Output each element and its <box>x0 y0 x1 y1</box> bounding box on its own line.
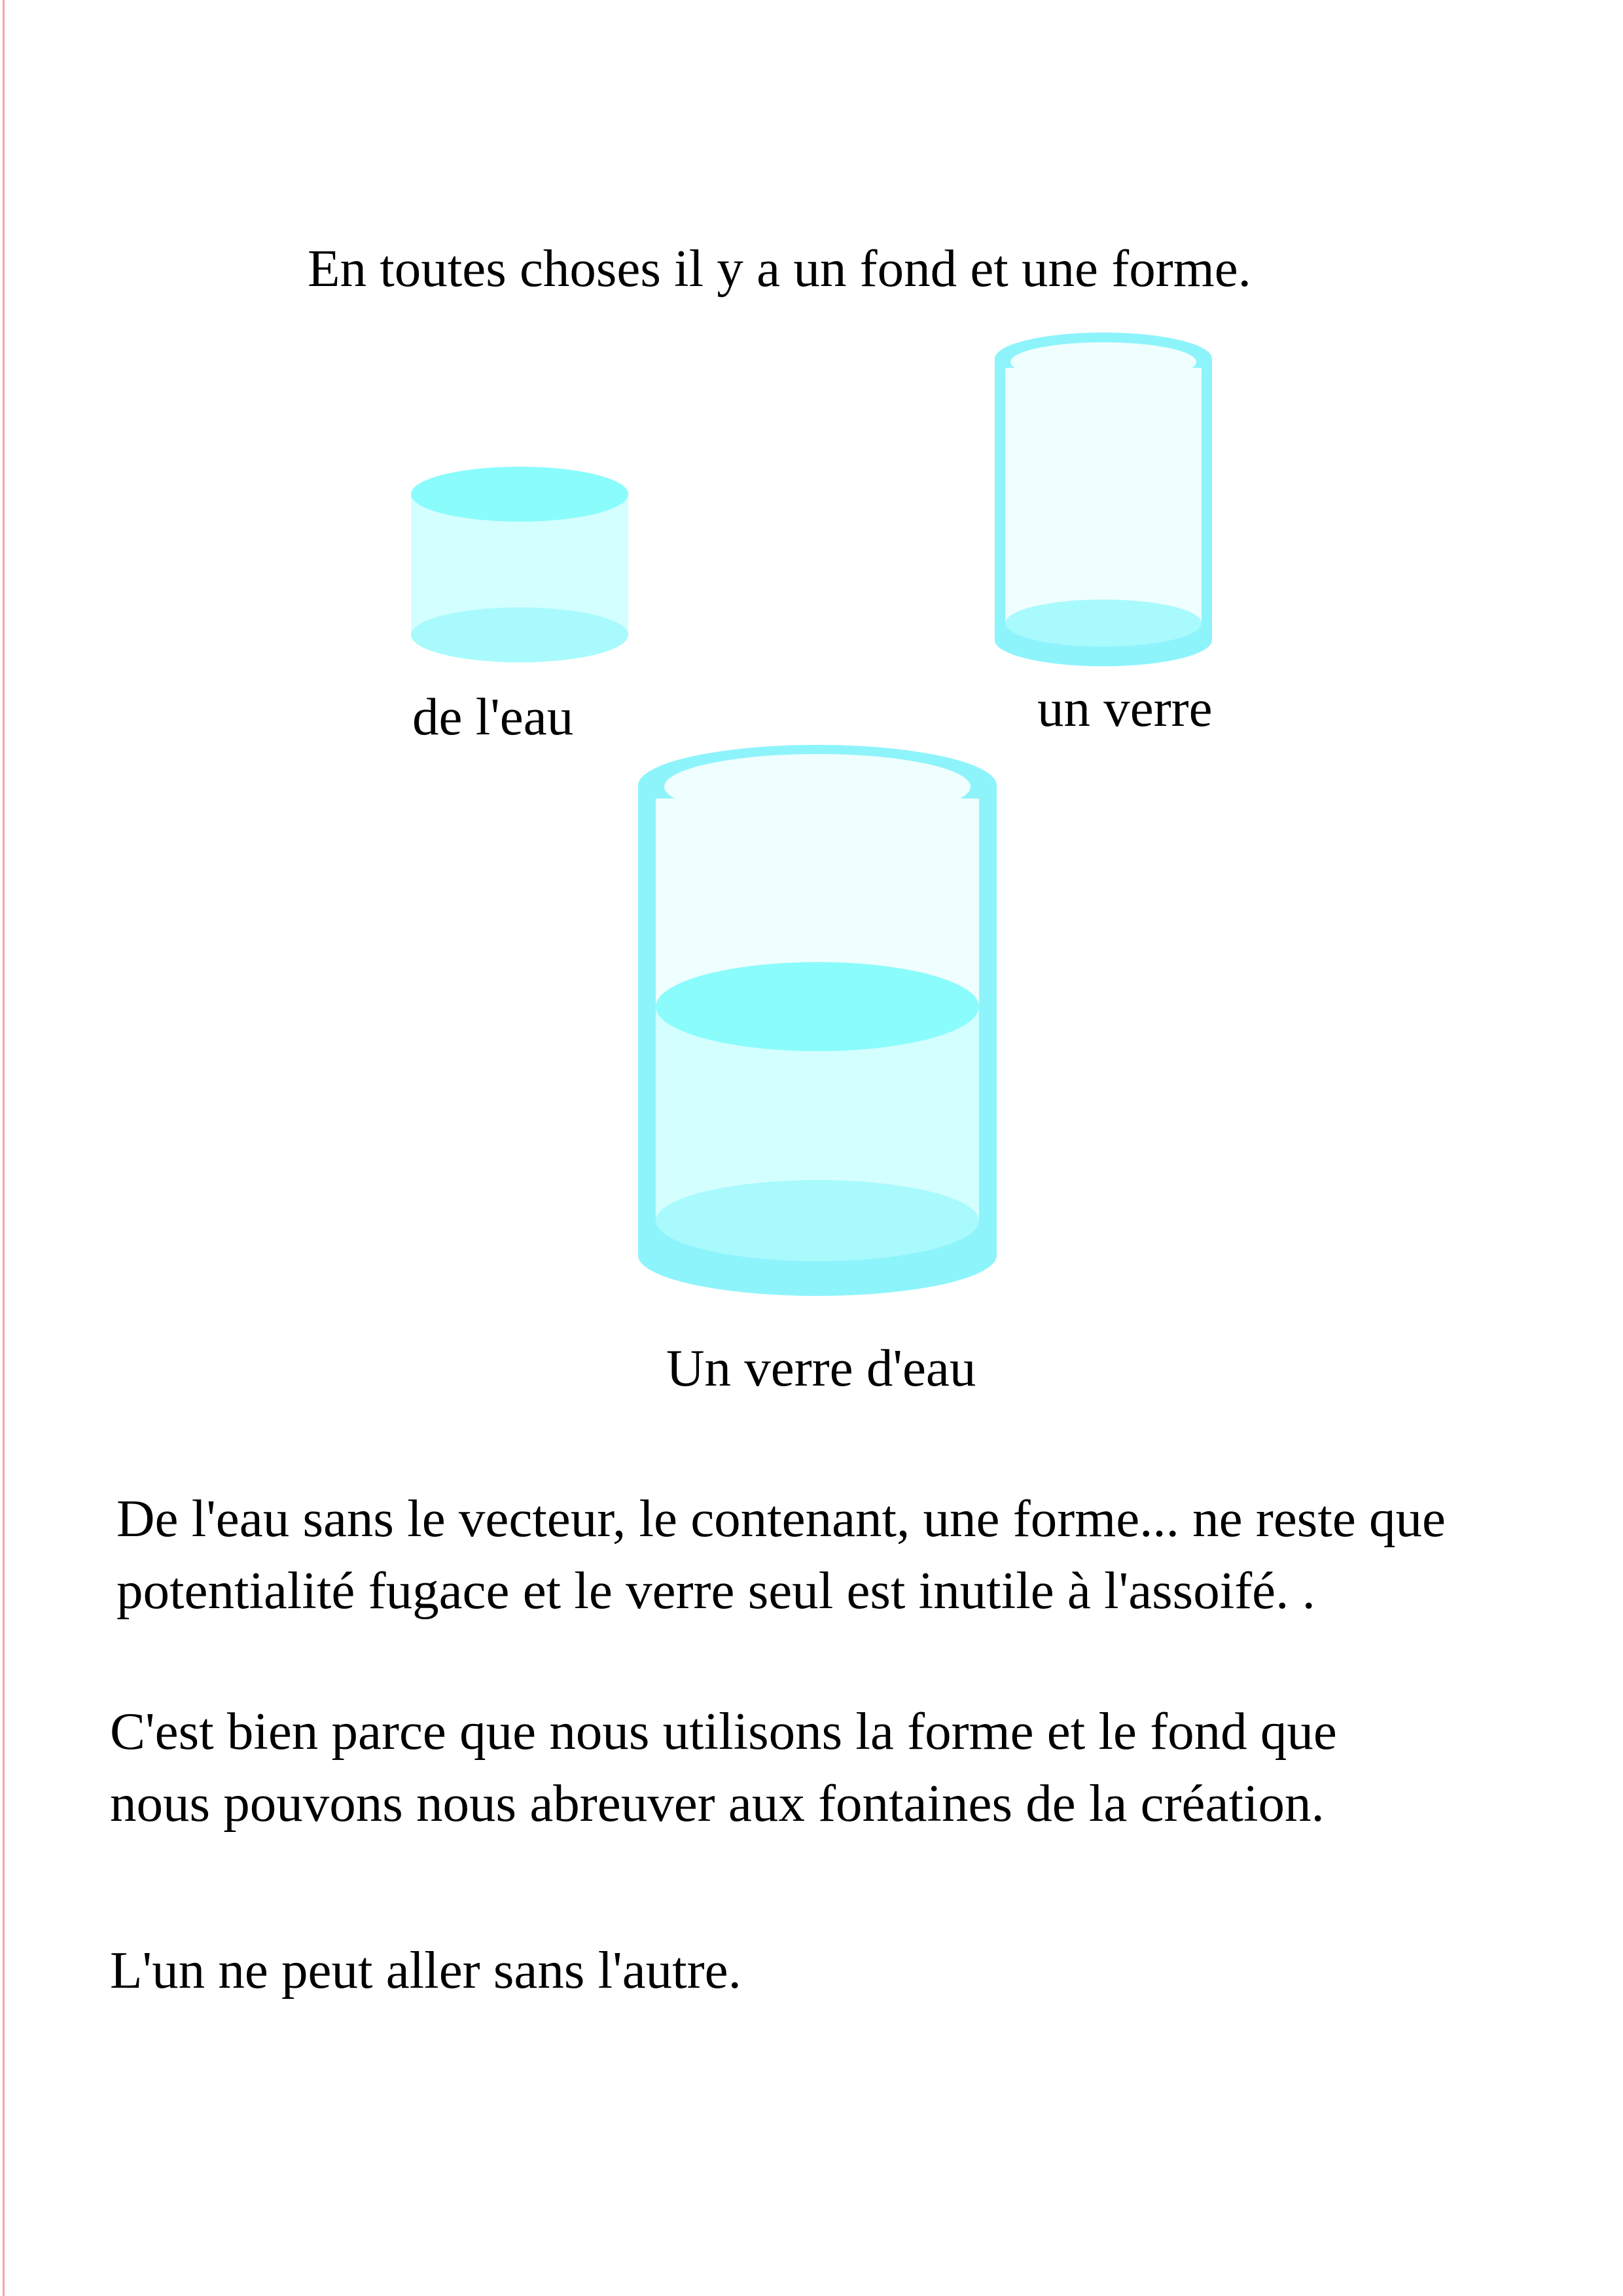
water-cylinder-illustration <box>411 467 628 662</box>
label-glass: un verre <box>1037 679 1213 738</box>
paragraph-1 <box>116 1482 1446 1626</box>
paragraph-2-line-2: nous pouvons nous abreuver aux fontaines de la création. <box>110 1774 1325 1833</box>
empty-glass-illustration <box>995 332 1212 666</box>
paragraph-1-line-1: De l'eau sans le vecteur, le contenant, une forme... ne reste que <box>116 1489 1446 1548</box>
paragraph-2 <box>110 1695 1337 1839</box>
page-title: En toutes choses il y a un fond et une forme. <box>308 239 1251 298</box>
glass-of-water-illustration <box>638 745 997 1296</box>
paragraph-1-line-2: potentialité fugace et le verre seul est inutile à l'assoifé. . <box>116 1561 1315 1620</box>
paragraph-2-line-1: C'est bien parce que nous utilisons la forme et le fond que <box>110 1702 1337 1761</box>
paragraph-3 <box>110 1934 741 2006</box>
paragraph-3-line-1: L'un ne peut aller sans l'autre. <box>110 1941 741 2000</box>
label-glass-of-water: Un verre d'eau <box>666 1338 976 1397</box>
label-water: de l'eau <box>412 687 574 746</box>
